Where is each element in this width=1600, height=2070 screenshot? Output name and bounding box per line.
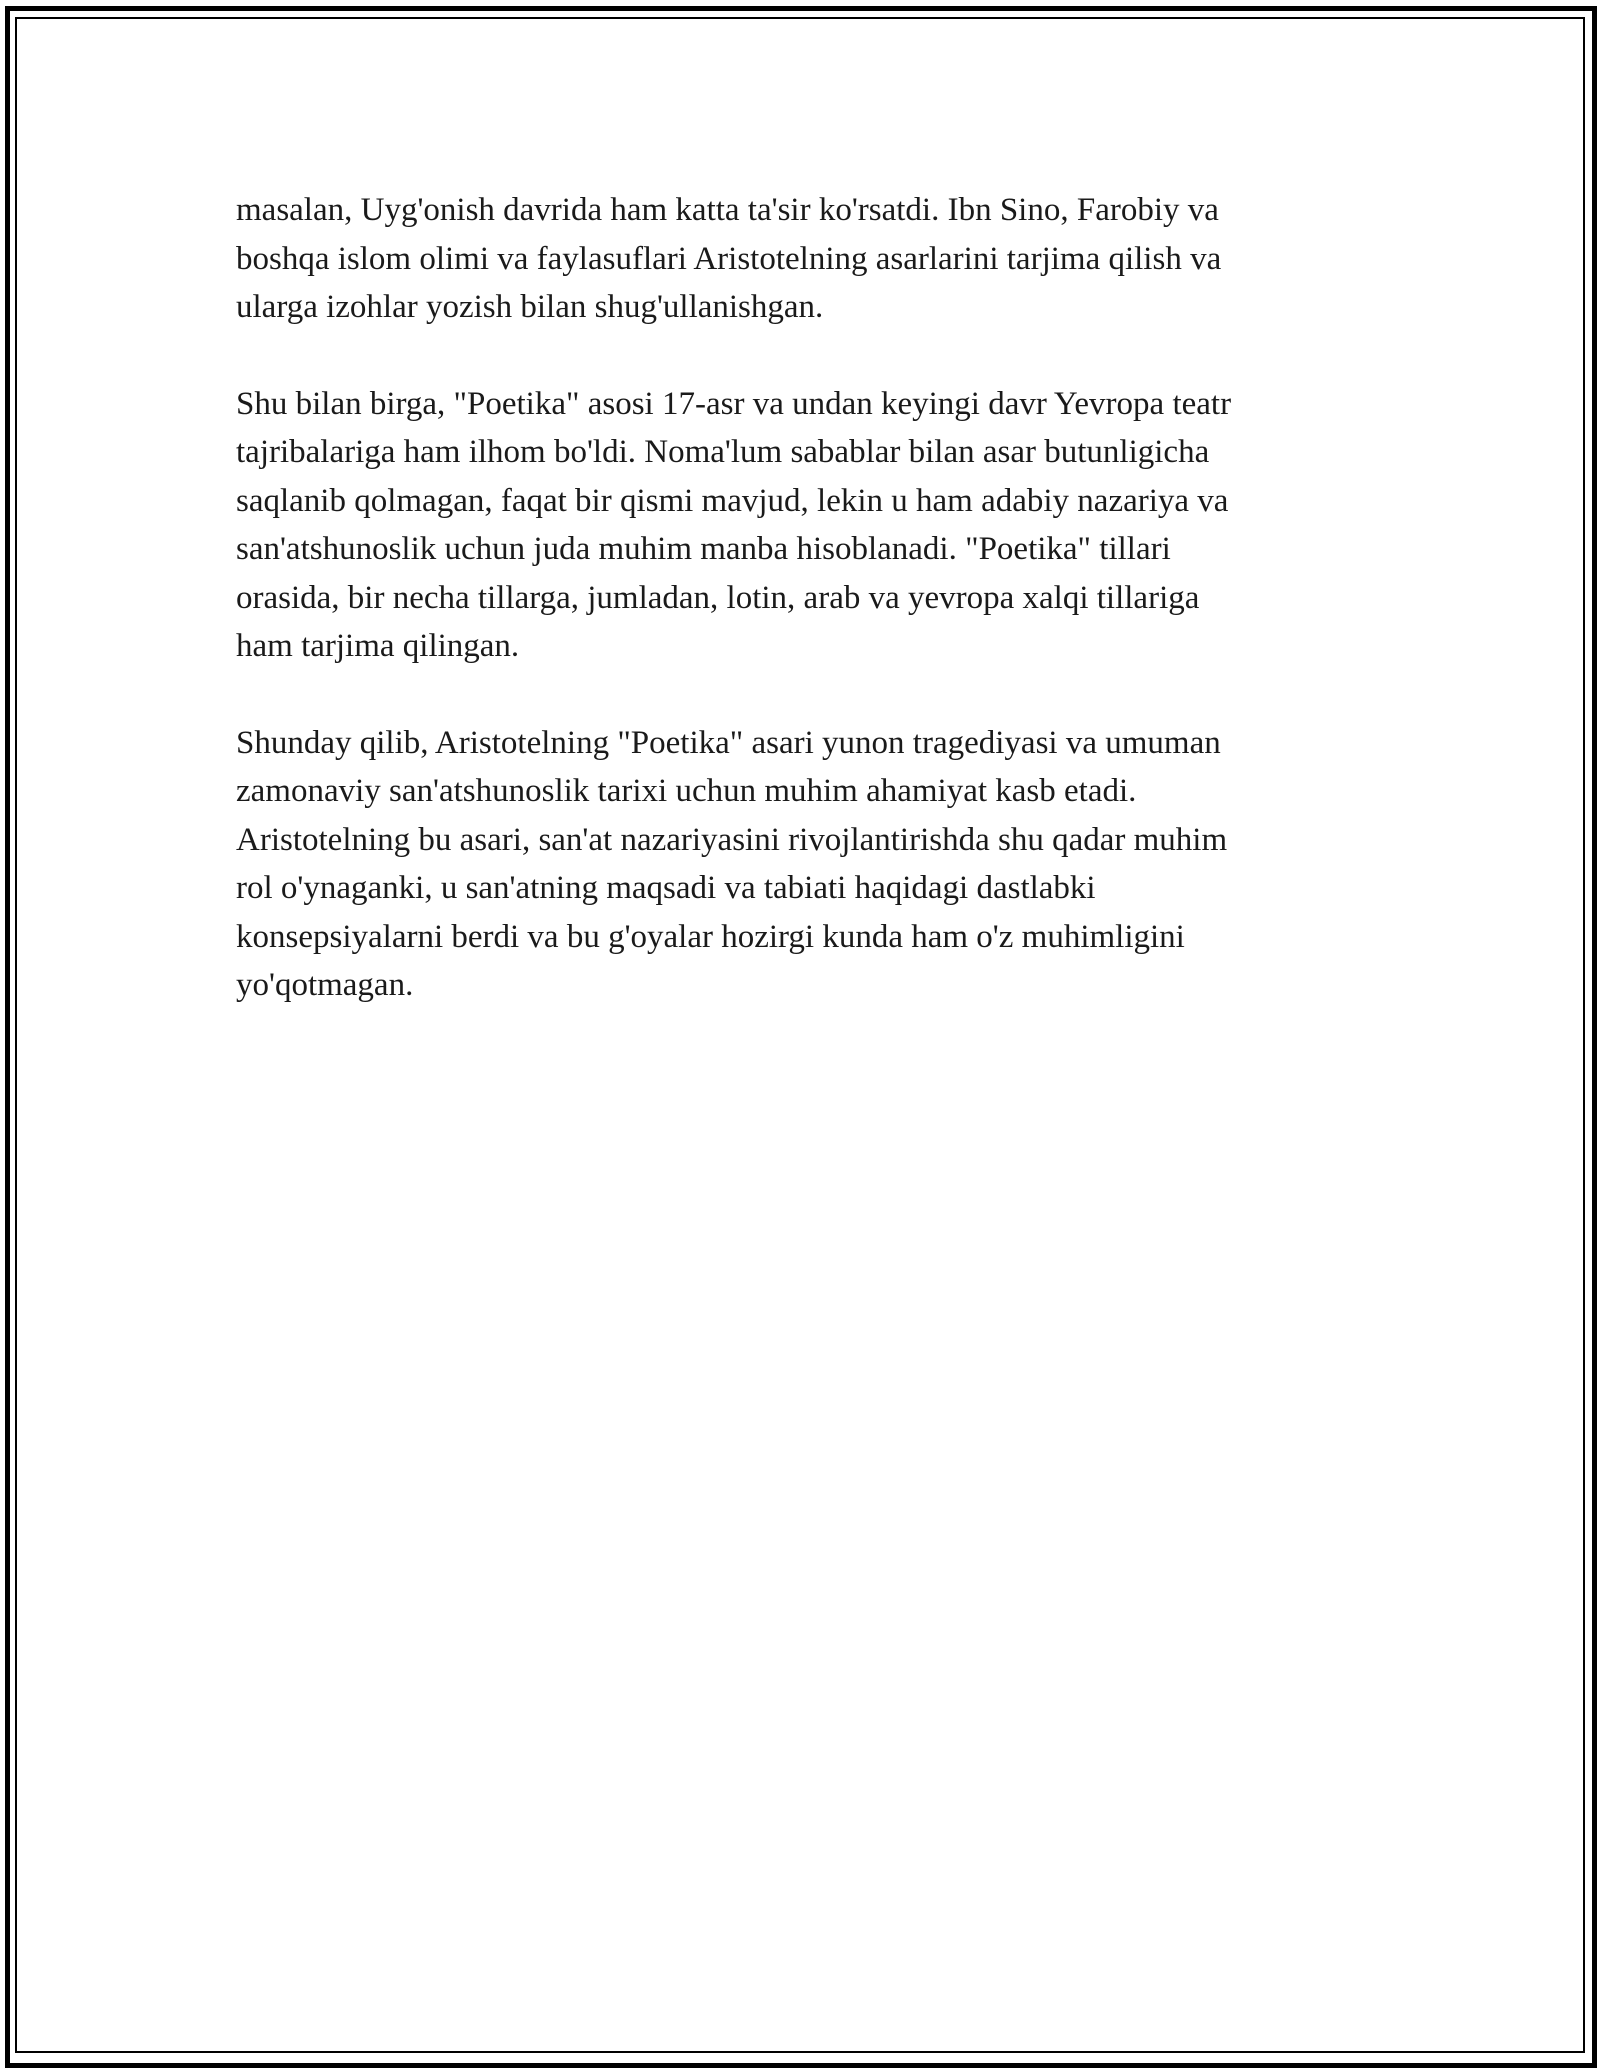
document-body xyxy=(236,186,1366,1058)
paragraph-3: Shunday qilib, Aristotelning "Poetika" asari yunon tragediyasi va umuman zamonaviy san'atshunoslik tarixi uchun muhim ahamiyat kasb etadi. Aristotelning bu asari, san'at nazariyasini rivojlantirishda shu qadar muhim rol o'ynaganki, u san'atning maqsadi va tabiati haqidagi dastlabki konsepsiyalarni berdi va bu g'oyalar hozirgi kunda ham o'z muhimligini yo'qotmagan. xyxy=(236,724,1228,1003)
paragraph-1: masalan, Uyg'onish davrida ham katta ta'sir ko'rsatdi. Ibn Sino, Farobiy va boshqa islom olimi va faylasuflari Aristotelning asarlarini tarjima qilish va ularga izohlar yozish bilan shug'ullanishgan. xyxy=(236,192,1222,325)
paragraph-2: Shu bilan birga, "Poetika" asosi 17-asr va undan keyingi davr Yevropa teatr tajribalariga ham ilhom bo'ldi. Noma'lum sabablar bilan asar butunligicha saqlanib qolmagan, faqat bir qismi mavjud, lekin u ham adabiy nazariya va san'atshunoslik uchun juda muhim manba hisoblanadi. "Poetika" tillari orasida, bir necha tillarga, jumladan, lotin, arab va yevropa xalqi tillariga ham tarjima qilingan. xyxy=(236,385,1232,664)
